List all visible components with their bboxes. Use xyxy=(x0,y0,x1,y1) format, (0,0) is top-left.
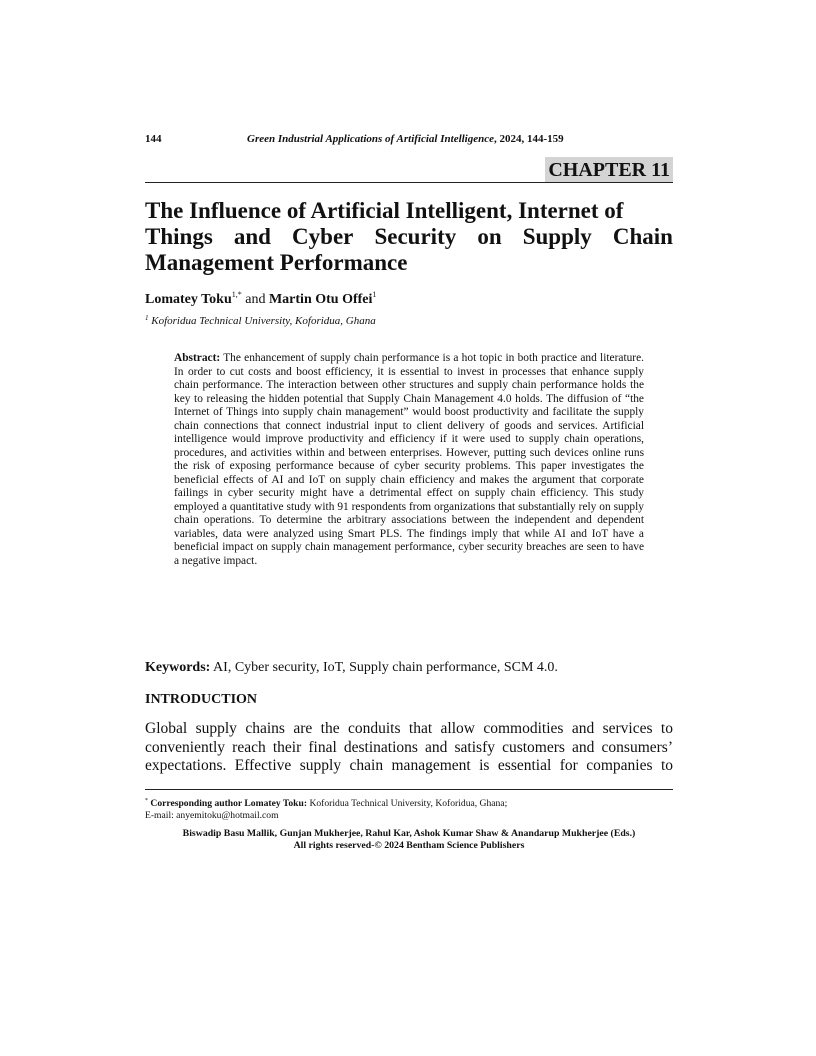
intro-line: expectations. Effective supply chain management is essential for companies to xyxy=(145,757,673,774)
title-line-2 xyxy=(145,224,673,250)
footnote-rule xyxy=(145,789,673,790)
header-rule xyxy=(145,182,673,183)
author-name: Lomatey Toku xyxy=(145,292,232,307)
abstract-label: Abstract: xyxy=(174,352,221,364)
intro-line: Global supply chains are the conduits that allow commodities and services to xyxy=(145,720,673,737)
intro-paragraph xyxy=(145,720,673,776)
keywords-text: AI, Cyber security, IoT, Supply chain performance, SCM 4.0. xyxy=(210,660,558,675)
footnote-line-1 xyxy=(145,795,673,810)
chapter-title xyxy=(145,198,673,276)
page-number: 144 xyxy=(145,133,162,145)
title-word: Cyber xyxy=(292,224,354,249)
author-name: Martin Otu Offei xyxy=(268,292,373,307)
author-affiliation-mark: 1 xyxy=(372,290,377,299)
journal-year-pages: , 2024, 144-159 xyxy=(494,133,564,145)
abstract xyxy=(174,352,644,568)
affiliation-mark: 1 xyxy=(145,314,149,322)
book-credits xyxy=(145,828,673,852)
title-word: Supply xyxy=(522,224,592,249)
title-word: Chain xyxy=(612,224,673,249)
abstract-text: The enhancement of supply chain performance is a hot topic in both practice and literature. In order to cut costs and boost efficiency, it is essential to invest in processes that enhance supply chain performance. The interaction between other structures and supply chain performance holds the key to releasing the hidden potential that Supply Chain Management 4.0 holds. The diffusion of “the Internet of Things into supply chain management” would boost productivity and facilitate the supply chain connections that connect industrial input to client delivery of goods and services. Artificial intelligence would improve productivity and efficiency if it were used to supply chain operations, procedures, and activities within and between enterprises. However, putting such devices online runs the risk of exposing performance because of cyber security problems. This paper investigates the beneficial effects of AI and IoT on supply chain efficiency and makes the argument that corporate failings in cyber security might have a detrimental effect on supply chain efficiency. This study employed a quantitative study with 91 respondents from organizations that substantially rely on supply chain operations. To determine the arbitrary associations between the independent and dependent variables, data were analyzed using Smart PLS. The findings imply that while AI and IoT have a beneficial impact on supply chain management performance, cyber security breaches are seen to have a negative impact. xyxy=(174,352,644,567)
affiliation xyxy=(145,314,376,327)
title-line-3: Management Performance xyxy=(145,250,408,275)
footnote xyxy=(145,795,673,822)
footnote-label: Corresponding author Lomatey Toku: xyxy=(148,798,308,809)
title-word: on xyxy=(477,224,502,249)
section-heading: INTRODUCTION xyxy=(145,692,258,707)
author-conjunction: and xyxy=(241,292,269,307)
footnote-mark: * xyxy=(145,798,148,804)
intro-line: conveniently reach their final destinations and satisfy customers and consumers’ xyxy=(145,738,673,756)
rights-line: All rights reserved-© 2024 Bentham Science Publishers xyxy=(293,840,525,851)
author-affiliation-mark: 1,* xyxy=(231,290,242,299)
title-word: Security xyxy=(374,224,457,249)
keywords-label: Keywords: xyxy=(145,660,211,675)
keywords xyxy=(145,660,558,676)
chapter-label: CHAPTER 11 xyxy=(545,157,673,182)
journal-title: Green Industrial Applications of Artificial Intelligence xyxy=(247,133,495,145)
title-line-1: The Influence of Artificial Intelligent, Internet of xyxy=(145,198,624,223)
title-word: Things xyxy=(145,224,213,249)
footnote-email: E-mail: anyemitoku@hotmail.com xyxy=(145,810,279,821)
title-word: and xyxy=(233,224,271,249)
editors-line: Biswadip Basu Mallik, Gunjan Mukherjee, Rahul Kar, Ashok Kumar Shaw & Anandarup Mukherjee (Eds.) xyxy=(182,828,636,839)
journal-citation xyxy=(247,133,564,145)
affiliation-text: Koforidua Technical University, Koforidua, Ghana xyxy=(148,315,376,327)
author-list xyxy=(145,290,376,308)
footnote-text: Koforidua Technical University, Koforidua, Ghana; xyxy=(307,798,508,809)
